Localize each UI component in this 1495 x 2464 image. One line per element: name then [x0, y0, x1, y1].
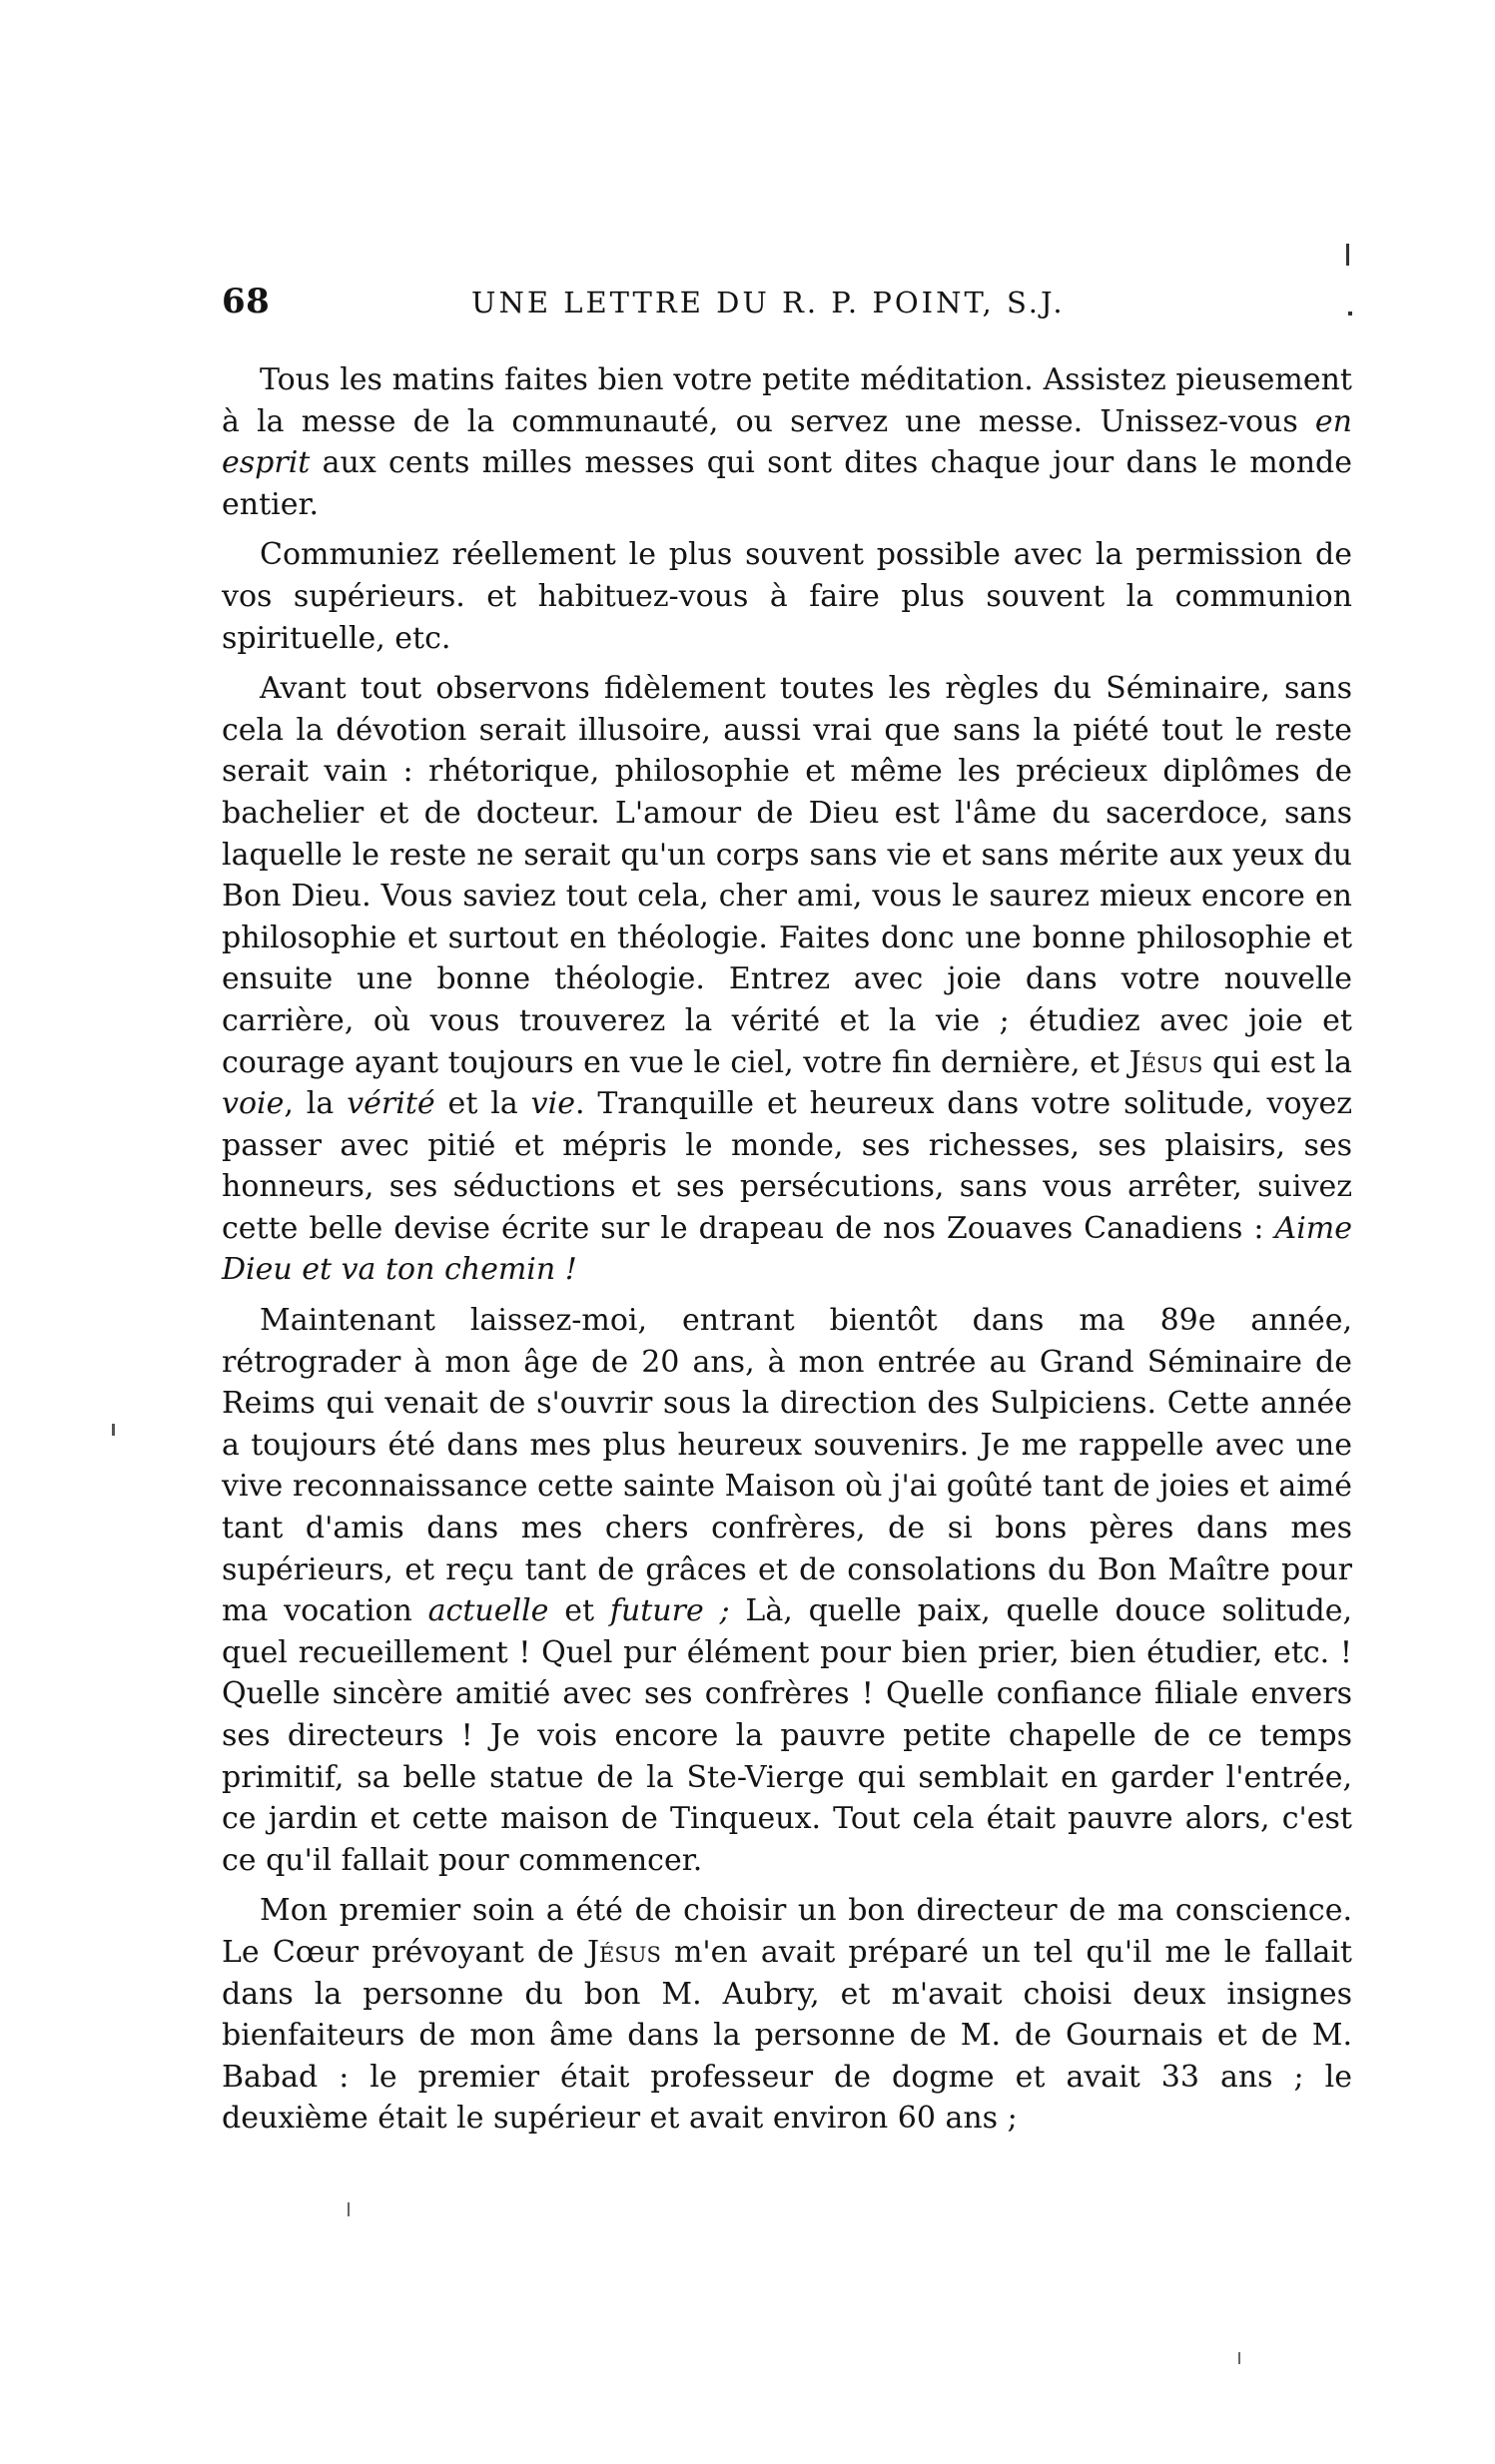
small-caps-text: Jésus [1128, 1044, 1203, 1080]
text-run: . Tranquille et heureux dans votre solitude, voyez passer avec pitié et mépris le monde, ses richesses, ses plaisirs, ses honneurs, ses séductions et ses persécutions, sans vous arrêter, suivez cette belle devise écrite sur le drapeau de nos Zouaves Canadiens : [222, 1086, 1353, 1246]
paragraph [222, 1300, 1352, 1881]
text-run: Mon premier soin a été de choisir un bon directeur de ma conscience. Le Cœur prévoyant de [222, 1893, 1352, 1970]
italic-text: vérité [347, 1086, 435, 1122]
page-number: 68 [222, 282, 271, 321]
text-run: et [548, 1593, 610, 1629]
scan-speck [348, 2202, 350, 2216]
paragraph [222, 359, 1352, 525]
running-title: UNE LETTRE DU R. P. POINT, S.J. [471, 286, 1066, 319]
scan-speck [1238, 2352, 1240, 2364]
text-run: Avant tout observons fidèlement toutes les règles du Séminaire, sans cela la dévotion serait illusoire, aussi vrai que sans la piété tout le reste serait vain : rhétorique, philosophie et même les précieux diplômes de bachelier et de docteur. L'amour de Dieu est l'âme du sacerdoce, sans laquelle le reste ne serait qu'un corps sans vie et sans mérite aux yeux du Bon Dieu. Vous saviez tout cela, cher ami, vous le saurez mieux encore en philosophie et surtout en théologie. Faites donc une bonne philosophie et ensuite une bonne théologie. Entrez avec joie dans votre nouvelle carrière, où vous trouverez la vérité et la vie ; étudiez avec joie et courage ayant toujours en vue le ciel, votre fin dernière, et [222, 671, 1352, 1080]
text-run: qui est la [1202, 1044, 1352, 1080]
italic-text: en esprit [222, 403, 1352, 481]
italic-text: vie [530, 1086, 575, 1122]
scan-speck [1346, 244, 1349, 266]
body-text [222, 359, 1352, 2149]
text-run: Là, quelle paix, quelle douce solitude, quel recueillement ! Quel pur élément pour bien prier, bien étudier, etc. ! Quelle sincère amitié avec ses confrères ! Quelle confiance filiale envers ses directeurs ! Je vois encore la pauvre petite chapelle de ce temps primitif, sa belle statue de la Ste-Vierge qui semblait en garder l'entrée, ce jardin et cette maison de Tinqueux. Tout cela était pauvre alors, c'est ce qu'il fallait pour commencer. [222, 1593, 1352, 1878]
italic-text: voie [222, 1086, 285, 1122]
paragraph [222, 668, 1352, 1291]
text-run: et la [434, 1086, 531, 1122]
italic-text: Aime Dieu et va ton chemin ! [222, 1210, 1352, 1288]
text-run: m'en avait préparé un tel qu'il me le fallait dans la personne du bon M. Aubry, et m'avait choisi deux insignes bienfaiteurs de mon âme dans la personne de M. de Gournais et de M. Babad : le premier était professeur de dogme et avait 33 ans ; le deuxième était le supérieur et avait environ 60 ans ; [222, 1934, 1352, 2137]
small-caps-text: Jésus [587, 1934, 661, 1970]
paragraph [222, 1890, 1352, 2140]
scan-speck [112, 1424, 115, 1436]
text-run: , la [284, 1086, 348, 1122]
text-run: Maintenant laissez-moi, entrant bientôt dans ma 89e année, rétrograder à mon âge de 20 ans, à mon entrée au Grand Séminaire de Reims qui venait de s'ouvrir sous la direction des Sulpiciens. Cette année a toujours été dans mes plus heureux souvenirs. Je me rappelle avec une vive reconnaissance cette sainte Maison où j'ai goûté tant de joies et aimé tant d'amis dans mes chers confrères, de si bons pères dans mes supérieurs, et reçu tant de grâces et de consolations du Bon Maître pour ma vocation [222, 1303, 1352, 1629]
italic-text: future ; [609, 1593, 730, 1629]
text-run: Communiez réellement le plus souvent possible avec la permission de vos supérieurs. et habituez-vous à faire plus souvent la communion spirituelle, etc. [222, 537, 1352, 656]
text-run: Tous les matins faites bien votre petite méditation. Assistez pieusement à la messe de la communauté, ou servez une messe. Unissez-vous [222, 362, 1352, 439]
text-run: aux cents milles messes qui sont dites chaque jour dans le monde entier. [222, 445, 1352, 522]
scan-speck [1348, 311, 1352, 315]
italic-text: actuelle [427, 1593, 549, 1629]
paragraph [222, 534, 1352, 659]
page-header [222, 282, 1360, 331]
